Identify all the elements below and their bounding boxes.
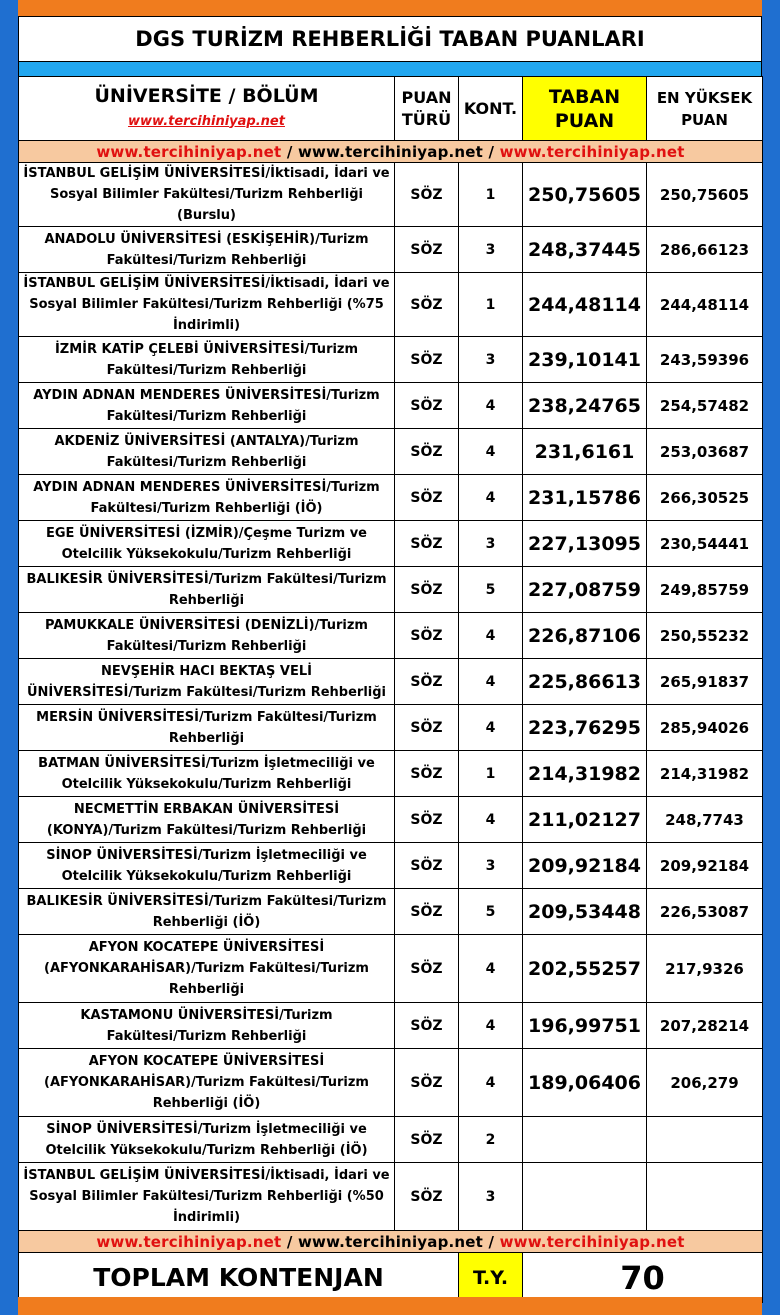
table-row [19,1163,763,1231]
puan-turu-cell: SÖZ [395,163,459,227]
taban-puan-cell [523,1163,647,1231]
kontenjan-cell: 1 [459,273,523,337]
university-program-cell: ANADOLU ÜNİVERSİTESİ (ESKİŞEHİR)/Turizm Fakültesi/Turizm Rehberliği [19,227,395,273]
puan-turu-cell: SÖZ [395,1117,459,1163]
puan-turu-cell: SÖZ [395,751,459,797]
taban-puan-cell: 248,37445 [523,227,647,273]
en-yuksek-puan-cell: 254,57482 [647,383,763,429]
university-program-cell: EGE ÜNİVERSİTESİ (İZMİR)/Çeşme Turizm ve Otelcilik Yüksekokulu/Turizm Rehberliği [19,521,395,567]
kontenjan-cell: 4 [459,935,523,1003]
en-yuksek-puan-cell: 214,31982 [647,751,763,797]
en-yuksek-label-2: PUAN [681,110,728,129]
puan-turu-cell: SÖZ [395,705,459,751]
en-yuksek-puan-cell: 248,7743 [647,797,763,843]
puan-turu-cell: SÖZ [395,227,459,273]
taban-puan-cell: 225,86613 [523,659,647,705]
watermark-link[interactable]: www.tercihiniyap.net [297,142,484,161]
taban-puan-cell: 226,87106 [523,613,647,659]
taban-puan-cell: 211,02127 [523,797,647,843]
kontenjan-cell: 4 [459,613,523,659]
kontenjan-cell: 4 [459,383,523,429]
watermark-row-top [19,141,763,163]
header-row [19,77,763,141]
kontenjan-cell: 4 [459,705,523,751]
kontenjan-cell: 5 [459,889,523,935]
kontenjan-cell: 4 [459,429,523,475]
en-yuksek-puan-cell: 250,75605 [647,163,763,227]
taban-label-1: TABAN [548,85,621,108]
table-row [19,797,763,843]
watermark-cell [19,1231,763,1253]
puan-turu-cell: SÖZ [395,613,459,659]
kontenjan-cell: 2 [459,1117,523,1163]
taban-puan-cell: 250,75605 [523,163,647,227]
kontenjan-cell: 1 [459,163,523,227]
university-program-cell: AFYON KOCATEPE ÜNİVERSİTESİ (AFYONKARAHİSAR)/Turizm Fakültesi/Turizm Rehberliği (İÖ) [19,1049,395,1117]
right-border [762,0,780,1315]
taban-puan-cell: 223,76295 [523,705,647,751]
puan-turu-cell: SÖZ [395,521,459,567]
taban-puan-cell: 227,08759 [523,567,647,613]
total-ty-badge: T.Y. [459,1253,523,1303]
header-site-link[interactable]: www.tercihiniyap.net [128,113,285,129]
table-row [19,383,763,429]
taban-puan-cell: 189,06406 [523,1049,647,1117]
kontenjan-cell: 3 [459,843,523,889]
university-program-cell: NEVŞEHİR HACI BEKTAŞ VELİ ÜNİVERSİTESİ/Turizm Fakültesi/Turizm Rehberliği [19,659,395,705]
taban-puan-cell: 209,92184 [523,843,647,889]
university-program-cell: SİNOP ÜNİVERSİTESİ/Turizm İşletmeciliği ve Otelcilik Yüksekokulu/Turizm Rehberliği (İÖ) [19,1117,395,1163]
col-header-puan-turu [395,77,459,141]
university-program-cell: İZMİR KATİP ÇELEBİ ÜNİVERSİTESİ/Turizm Fakültesi/Turizm Rehberliği [19,337,395,383]
university-program-cell: AYDIN ADNAN MENDERES ÜNİVERSİTESİ/Turizm Fakültesi/Turizm Rehberliği (İÖ) [19,475,395,521]
table-row [19,227,763,273]
table-row [19,889,763,935]
puan-turu-cell: SÖZ [395,1003,459,1049]
taban-puan-cell: 214,31982 [523,751,647,797]
university-program-cell: PAMUKKALE ÜNİVERSİTESİ (DENİZLİ)/Turizm Fakültesi/Turizm Rehberliği [19,613,395,659]
kontenjan-cell: 3 [459,521,523,567]
en-yuksek-puan-cell: 244,48114 [647,273,763,337]
table-row [19,337,763,383]
en-yuksek-puan-cell: 209,92184 [647,843,763,889]
en-yuksek-puan-cell: 207,28214 [647,1003,763,1049]
puan-turu-cell: SÖZ [395,889,459,935]
university-program-cell: AFYON KOCATEPE ÜNİVERSİTESİ (AFYONKARAHİSAR)/Turizm Fakültesi/Turizm Rehberliği [19,935,395,1003]
table-row [19,613,763,659]
puan-turu-cell: SÖZ [395,273,459,337]
university-program-cell: BALIKESİR ÜNİVERSİTESİ/Turizm Fakültesi/Turizm Rehberliği (İÖ) [19,889,395,935]
table-row [19,1117,763,1163]
en-yuksek-puan-cell: 286,66123 [647,227,763,273]
en-yuksek-puan-cell: 226,53087 [647,889,763,935]
en-yuksek-puan-cell: 266,30525 [647,475,763,521]
watermark-link[interactable]: www.tercihiniyap.net [499,142,685,161]
kontenjan-cell: 4 [459,659,523,705]
watermark-link[interactable]: www.tercihiniyap.net [96,142,282,161]
taban-puan-cell [523,1117,647,1163]
puan-turu-cell: SÖZ [395,797,459,843]
university-program-cell: NECMETTİN ERBAKAN ÜNİVERSİTESİ (KONYA)/Turizm Fakültesi/Turizm Rehberliği [19,797,395,843]
kontenjan-cell: 4 [459,797,523,843]
university-program-cell: SİNOP ÜNİVERSİTESİ/Turizm İşletmeciliği ve Otelcilik Yüksekokulu/Turizm Rehberliği [19,843,395,889]
en-yuksek-puan-cell: 265,91837 [647,659,763,705]
score-table [18,76,763,1303]
university-program-cell: İSTANBUL GELİŞİM ÜNİVERSİTESİ/İktisadi, İdari ve Sosyal Bilimler Fakültesi/Turizm Rehberliği (%75 İndirimli) [19,273,395,337]
taban-puan-cell: 196,99751 [523,1003,647,1049]
kontenjan-cell: 4 [459,1003,523,1049]
university-program-cell: İSTANBUL GELİŞİM ÜNİVERSİTESİ/İktisadi, İdari ve Sosyal Bilimler Fakültesi/Turizm Rehberliği (Burslu) [19,163,395,227]
puan-turu-cell: SÖZ [395,935,459,1003]
table-row [19,429,763,475]
table-row [19,163,763,227]
kontenjan-cell: 3 [459,227,523,273]
puan-turu-cell: SÖZ [395,659,459,705]
taban-puan-cell: 202,55257 [523,935,647,1003]
total-label: TOPLAM KONTENJAN [19,1253,459,1303]
university-program-cell: KASTAMONU ÜNİVERSİTESİ/Turizm Fakültesi/Turizm Rehberliği [19,1003,395,1049]
taban-puan-cell: 231,6161 [523,429,647,475]
watermark-link[interactable]: www.tercihiniyap.net [297,1232,484,1251]
table-row [19,705,763,751]
kontenjan-cell: 3 [459,337,523,383]
watermark-sep: / [281,142,298,161]
puan-turu-label-2: TÜRÜ [401,109,452,129]
table-row [19,1003,763,1049]
taban-puan-cell: 227,13095 [523,521,647,567]
col-header-en-yuksek [647,77,763,141]
kontenjan-cell: 3 [459,1163,523,1231]
en-yuksek-puan-cell: 206,279 [647,1049,763,1117]
en-yuksek-puan-cell: 217,9326 [647,935,763,1003]
watermark-cell [19,141,763,163]
kontenjan-cell: 4 [459,1049,523,1117]
university-program-cell: AYDIN ADNAN MENDERES ÜNİVERSİTESİ/Turizm Fakültesi/Turizm Rehberliği [19,383,395,429]
col-header-taban-puan [523,77,647,141]
taban-puan-cell: 238,24765 [523,383,647,429]
watermark-link[interactable]: www.tercihiniyap.net [499,1232,685,1251]
puan-turu-cell: SÖZ [395,475,459,521]
total-value: 70 [523,1253,763,1303]
en-yuksek-puan-cell: 285,94026 [647,705,763,751]
watermark-sep: / [483,142,500,161]
university-program-cell: İSTANBUL GELİŞİM ÜNİVERSİTESİ/İktisadi, İdari ve Sosyal Bilimler Fakültesi/Turizm Rehberliği (%50 İndirimli) [19,1163,395,1231]
puan-turu-cell: SÖZ [395,843,459,889]
table-row [19,521,763,567]
puan-turu-cell: SÖZ [395,1049,459,1117]
puan-turu-cell: SÖZ [395,383,459,429]
col-header-kont: KONT. [459,77,523,141]
watermark-sep: / [483,1232,500,1251]
total-row [19,1253,763,1303]
table-row [19,475,763,521]
puan-turu-cell: SÖZ [395,337,459,383]
table-row [19,843,763,889]
en-yuksek-puan-cell [647,1117,763,1163]
col-header-university [19,77,395,141]
taban-puan-cell: 239,10141 [523,337,647,383]
table-row [19,1049,763,1117]
kontenjan-cell: 5 [459,567,523,613]
university-header-label: ÜNİVERSİTE / BÖLÜM [94,84,319,107]
en-yuksek-label-1: EN YÜKSEK [656,88,753,107]
taban-puan-cell: 231,15786 [523,475,647,521]
en-yuksek-puan-cell: 249,85759 [647,567,763,613]
title-divider [18,62,762,76]
table-row [19,567,763,613]
table-row [19,273,763,337]
score-sheet [18,16,762,1303]
watermark-sep: / [281,1232,298,1251]
university-program-cell: BALIKESİR ÜNİVERSİTESİ/Turizm Fakültesi/Turizm Rehberliği [19,567,395,613]
bottom-border [18,1297,762,1315]
university-program-cell: MERSİN ÜNİVERSİTESİ/Turizm Fakültesi/Turizm Rehberliği [19,705,395,751]
taban-puan-cell: 244,48114 [523,273,647,337]
university-program-cell: BATMAN ÜNİVERSİTESİ/Turizm İşletmeciliği ve Otelcilik Yüksekokulu/Turizm Rehberliği [19,751,395,797]
puan-turu-cell: SÖZ [395,429,459,475]
puan-turu-label-1: PUAN [401,87,452,107]
kontenjan-cell: 4 [459,475,523,521]
en-yuksek-puan-cell [647,1163,763,1231]
university-program-cell: AKDENİZ ÜNİVERSİTESİ (ANTALYA)/Turizm Fakültesi/Turizm Rehberliği [19,429,395,475]
watermark-row-bottom [19,1231,763,1253]
left-border [0,0,18,1315]
table-row [19,751,763,797]
en-yuksek-puan-cell: 243,59396 [647,337,763,383]
taban-puan-cell: 209,53448 [523,889,647,935]
puan-turu-cell: SÖZ [395,567,459,613]
table-row [19,659,763,705]
kontenjan-cell: 1 [459,751,523,797]
watermark-link[interactable]: www.tercihiniyap.net [96,1232,282,1251]
taban-label-2: PUAN [554,109,615,132]
table-row [19,935,763,1003]
en-yuksek-puan-cell: 250,55232 [647,613,763,659]
puan-turu-cell: SÖZ [395,1163,459,1231]
en-yuksek-puan-cell: 253,03687 [647,429,763,475]
page-title: DGS TURİZM REHBERLİĞİ TABAN PUANLARI [18,16,762,62]
en-yuksek-puan-cell: 230,54441 [647,521,763,567]
